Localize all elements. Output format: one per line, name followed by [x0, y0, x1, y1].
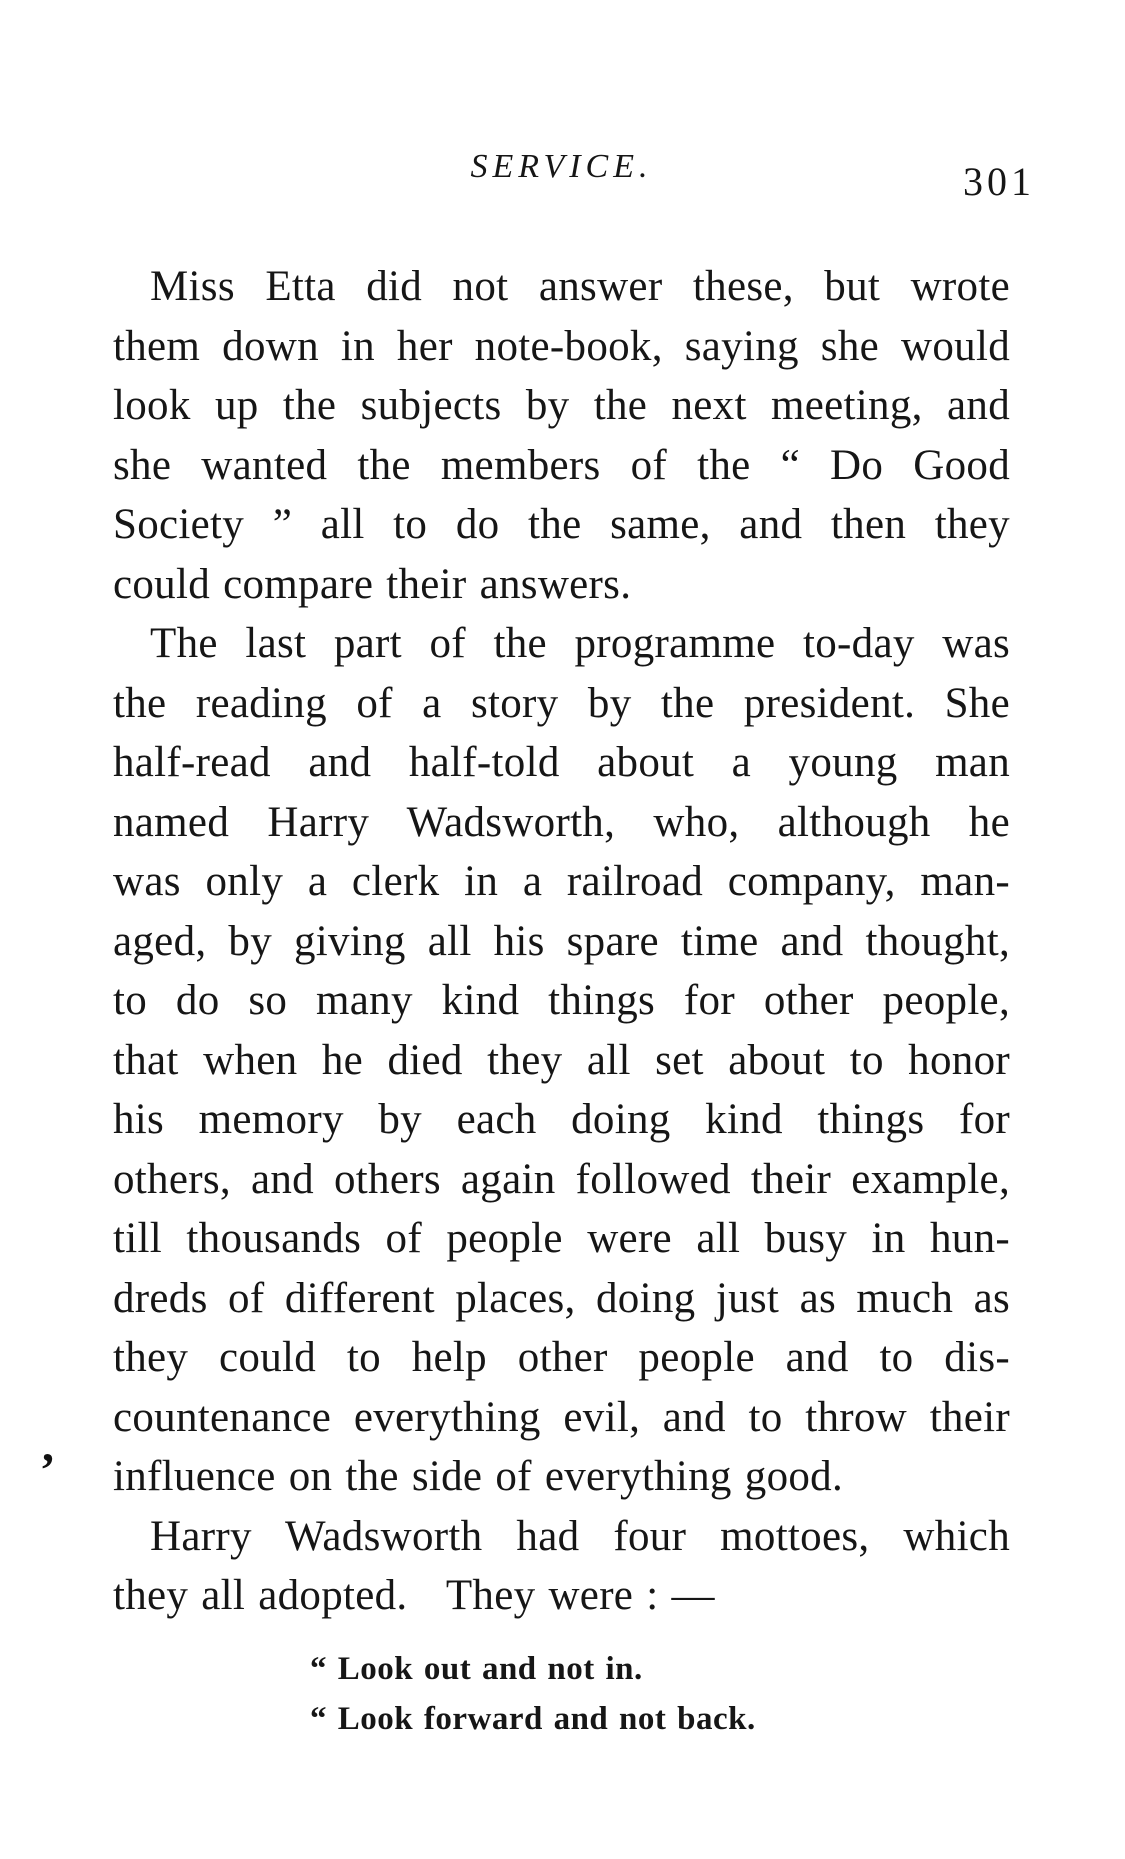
- text-line: aged, by giving all his spare time and thought,: [113, 917, 1010, 965]
- motto-line: “ Look out and not in.: [310, 1650, 643, 1687]
- text-line: his memory by each doing kind things for: [113, 1096, 1010, 1143]
- text-line: they all adopted. They were : —: [113, 1572, 715, 1619]
- body-text: [113, 257, 1010, 1744]
- text-line: others, and others again followed their example,: [113, 1155, 1010, 1203]
- text-line: Miss Etta did not answer these, but wrote: [150, 263, 1010, 310]
- paragraph-3: [113, 1507, 1010, 1626]
- text-line: countenance everything evil, and to throw their: [113, 1393, 1010, 1441]
- text-line: to do so many kind things for other people,: [113, 977, 1010, 1024]
- motto-block: [113, 1644, 1010, 1744]
- chapter-running-title: SERVICE.: [470, 148, 653, 185]
- motto-line: “ Look forward and not back.: [310, 1700, 756, 1737]
- text-line: could compare their answers.: [113, 560, 632, 608]
- paragraph-2: [113, 614, 1010, 1507]
- text-line: named Harry Wadsworth, who, although he: [113, 798, 1010, 846]
- text-line: The last part of the programme to-day was: [150, 620, 1010, 667]
- text-line: Harry Wadsworth had four mottoes, which: [150, 1512, 1010, 1560]
- running-header: [113, 140, 1035, 257]
- text-line: dreds of different places, doing just as much as: [113, 1274, 1010, 1322]
- page-number: 301: [963, 159, 1035, 204]
- text-line: influence on the side of everything good.: [113, 1453, 844, 1500]
- text-line: she wanted the members of the “ Do Good: [113, 441, 1010, 489]
- text-line: the reading of a story by the president. She: [113, 679, 1010, 727]
- text-line: Society ” all to do the same, and then they: [113, 501, 1010, 548]
- text-line: that when he died they all set about to honor: [113, 1036, 1010, 1084]
- text-line: was only a clerk in a railroad company, man-: [113, 858, 1010, 905]
- text-line: look up the subjects by the next meeting, and: [113, 382, 1010, 429]
- text-line: half-read and half-told about a young man: [113, 739, 1010, 786]
- text-line: they could to help other people and to dis-: [113, 1334, 1010, 1381]
- stray-ink-mark: ,: [42, 1419, 54, 1472]
- text-column: [113, 140, 1035, 1744]
- paragraph-1: [113, 257, 1010, 614]
- text-line: till thousands of people were all busy in hun-: [113, 1215, 1010, 1262]
- text-line: them down in her note-book, saying she would: [113, 322, 1010, 370]
